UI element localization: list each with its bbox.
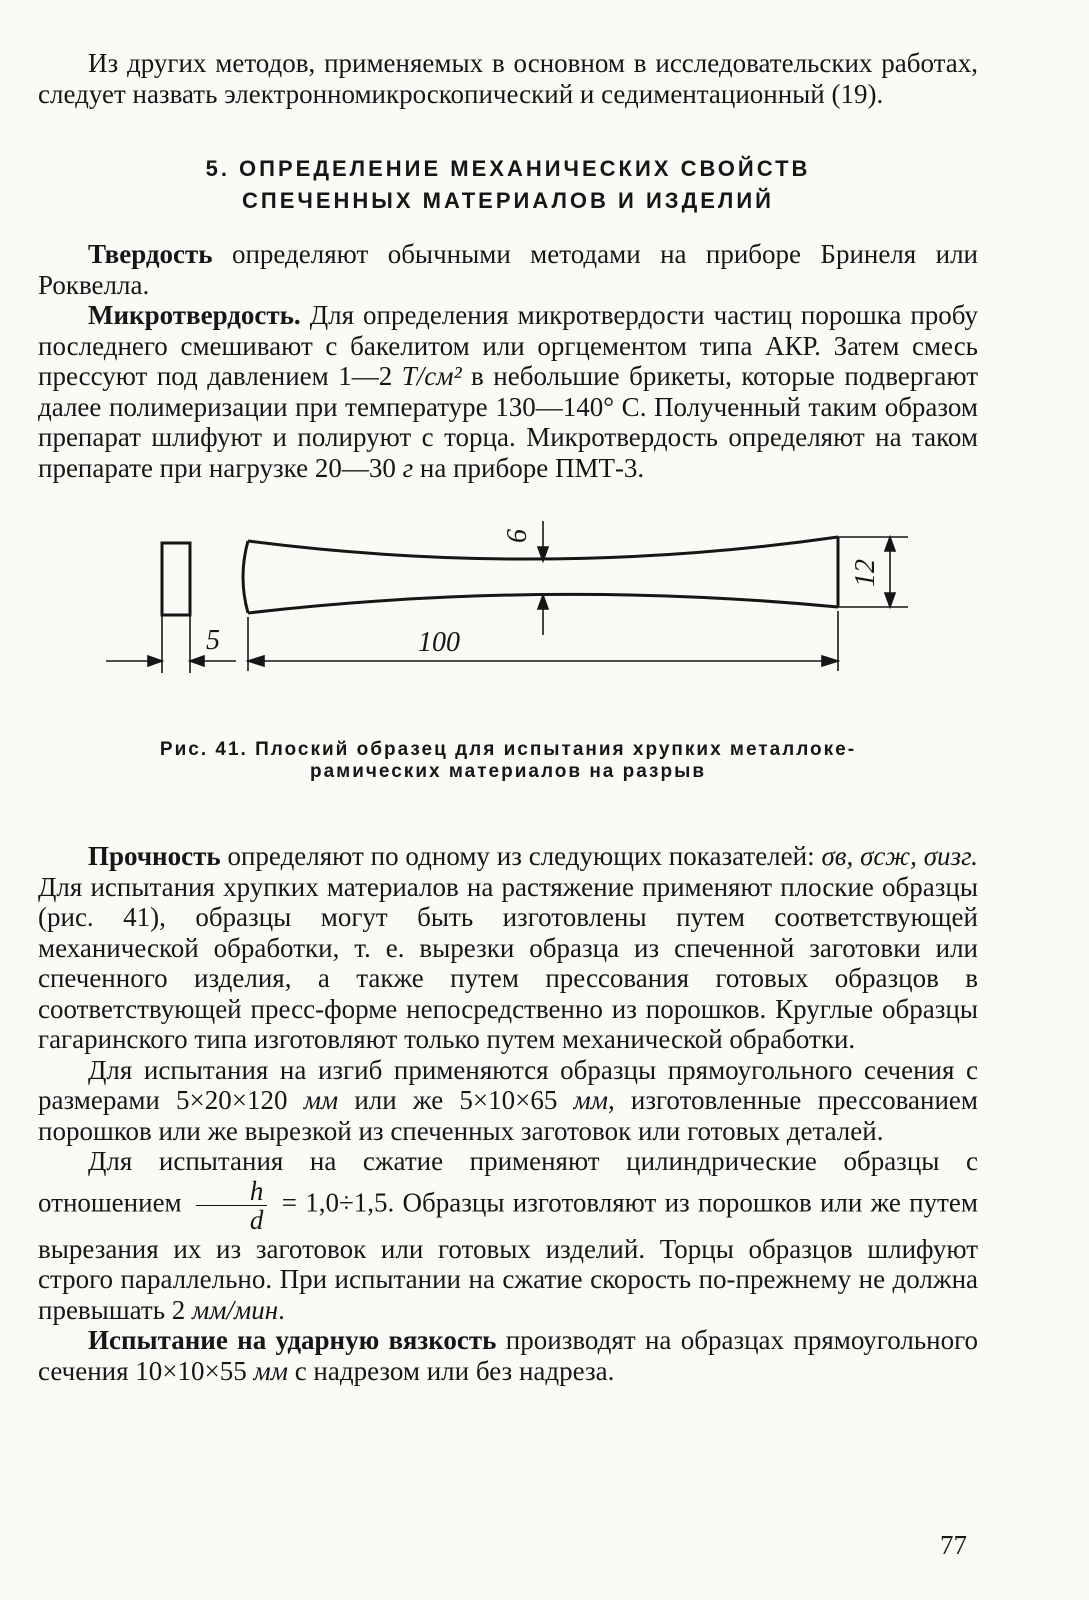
impact-text-b: с надрезом или без надреза. [287,1355,615,1386]
strength-text-b: Для испытания хрупких материалов на растяжение применяют плоские образцы (рис. 41), образцы могут быть изготовлены путем соответствующей механической обработки, т. е. вырезки образца из спеченной заготовки или спеченного изделия, а также путем прессования готовых образцов в соответствующей пресс-форме непосредственно из порошков. Круглые образцы гагаринского типа изготовляют только путем механической обработки. [38,871,978,1054]
page-number: 77 [940,1530,967,1560]
fraction-denominator: d [249,1204,264,1235]
fraction-numerator: h [196,1177,268,1206]
microhardness-text-b: в небольшие брикеты, которые подвергают далее полимеризации при температуре 130—140° С. Полученный таким образом препарат шлифуют и полируют с торца. Микротвердость определяют на таком препарате при нагрузке 20—30 [38,361,978,483]
compression-paragraph [38,1146,978,1325]
section-heading-line1: 5. ОПРЕДЕЛЕНИЕ МЕХАНИЧЕСКИХ СВОЙСТВ [205,156,811,181]
dim-narrow-label: 6 [502,529,533,543]
caption-line2: рамических материалов на разрыв [309,761,707,782]
microhardness-term: Микротвердость. [88,300,301,330]
specimen-side-view [162,543,190,615]
compression-text-a: Для испытания на сжатие применяют цилиндрические образцы с отношением [38,1146,978,1218]
microhardness-paragraph [38,300,978,483]
strength-text-a: определяют по одному из следующих показателей: [220,841,822,871]
microhardness-unit-a: Т/см² [401,361,462,391]
strength-symbols: σв, σсж, σизг. [821,841,978,871]
hardness-paragraph [38,239,978,300]
specimen-drawing [38,521,978,721]
compression-text-b: = 1,0÷1,5. Образцы изготовляют из порошков или же путем вырезания их из заготовок или готовых изделий. Торцы образцов шлифуют строго параллельно. При испытании на сжатие скорость по-прежнему не должна превышать 2 [38,1187,978,1325]
bending-unit-a: мм [303,1085,339,1115]
compression-unit: мм/мин [192,1294,279,1325]
impact-text-a: производят на образцах прямоугольного сечения 10×10×55 [38,1325,978,1386]
compression-text-c: . [278,1294,285,1325]
bending-text-a: Для испытания на изгиб применяются образцы прямоугольного сечения с размерами 5×20×120 [38,1054,978,1115]
hardness-text: определяют обычными методами на приборе Бринеля или Роквелла. [38,239,978,300]
section-heading-line2: СПЕЧЕННЫХ МАТЕРИАЛОВ И ИЗДЕЛИЙ [242,188,774,213]
intro-paragraph: Из других методов, применяемых в основном в исследовательских работах, следует назвать электронномикроскопический и седиментационный (19). [38,48,978,109]
page-content [38,48,978,1386]
impact-term: Испытание на ударную вязкость [88,1325,497,1355]
dim-length-label: 100 [418,627,460,658]
caption-line1: Рис. 41. Плоский образец для испытания хрупких металлоке- [159,739,857,760]
impact-paragraph [38,1325,978,1386]
hardness-term: Твердость [88,239,213,269]
microhardness-unit-b: г [402,452,414,483]
bending-text-c: , изготовленные прессованием порошков или же вырезкой из спеченных заготовок или готовых деталей. [38,1085,979,1146]
section-heading [38,153,978,217]
bending-paragraph [38,1055,978,1147]
specimen-left-end [243,541,248,613]
bending-unit-b: мм [573,1085,608,1115]
bending-text-b: или же 5×10×65 [338,1085,574,1115]
impact-unit: мм [253,1355,288,1386]
figure-41 [38,521,978,721]
strength-term: Прочность [88,841,221,871]
figure-caption [38,739,978,783]
dim-width-label: 12 [850,559,881,587]
ratio-fraction [196,1177,268,1234]
microhardness-text-a: Для определения микротвердости частиц порошка пробу последнего смешивают с бакелитом или оргцементом типа АКР. Затем смесь прессуют под давлением 1—2 [38,300,978,391]
microhardness-text-c: на приборе ПМТ-3. [413,452,645,483]
strength-paragraph [38,841,978,1055]
dim-thickness-label: 5 [206,625,220,656]
